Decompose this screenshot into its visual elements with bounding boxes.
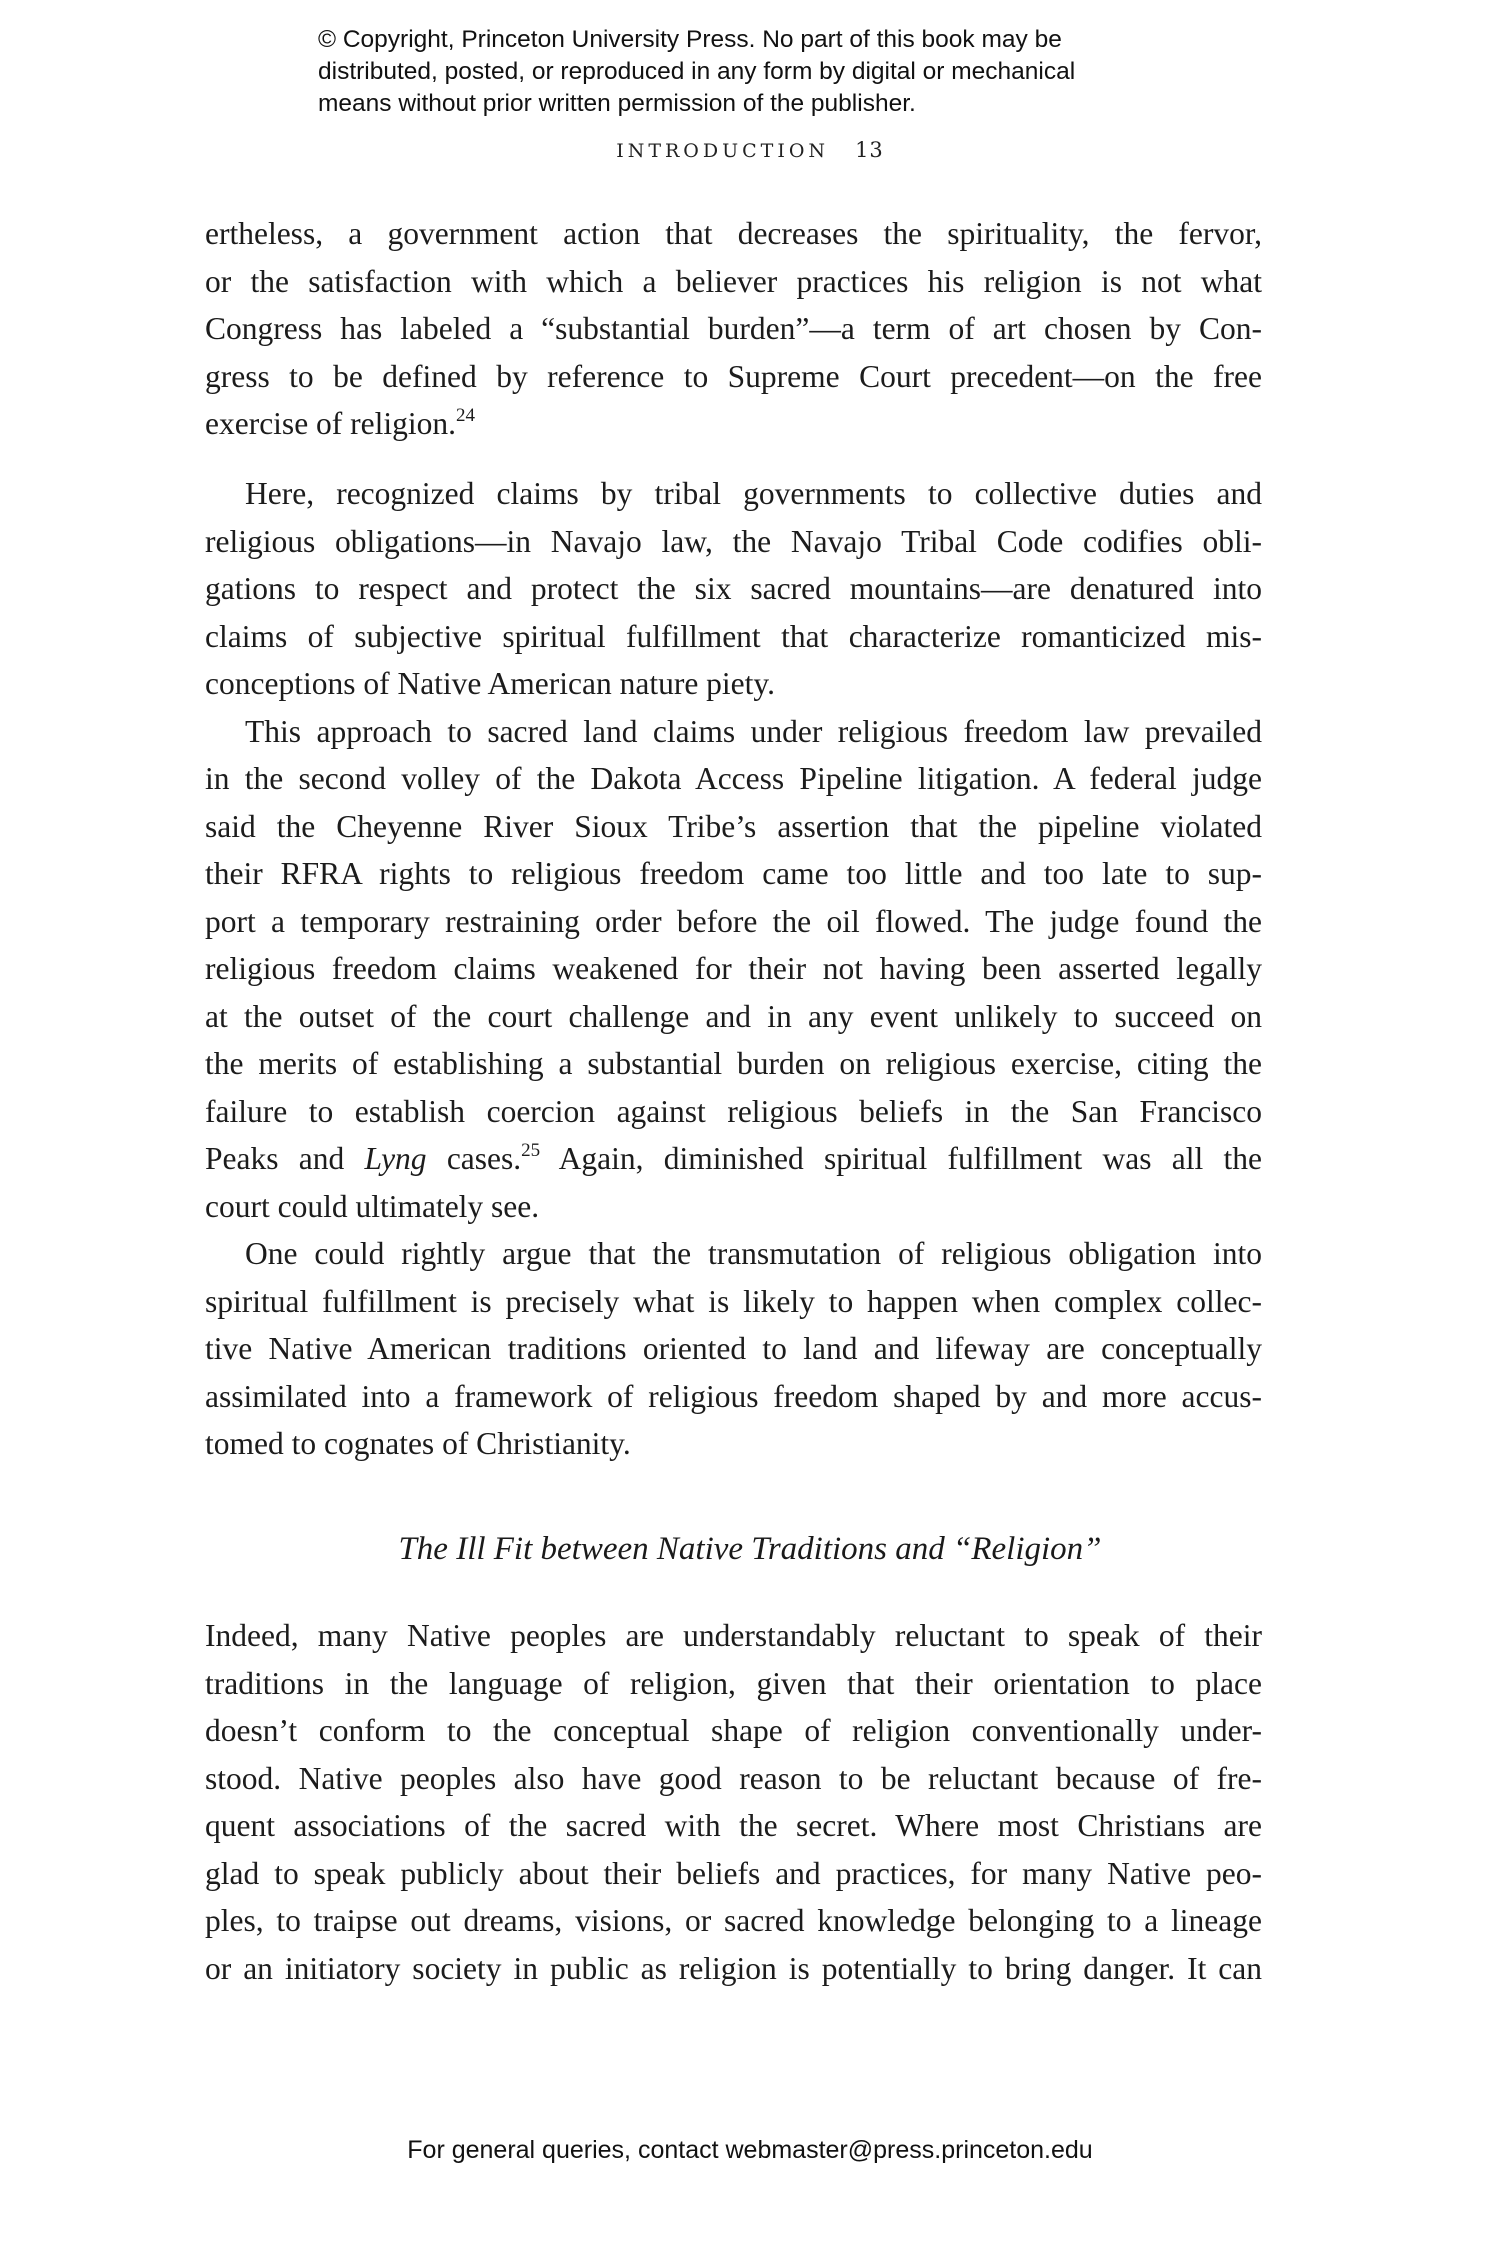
text-line: stood. Native peoples also have good reason to be reluctant because of fre- xyxy=(205,1760,1262,1796)
text-line: the merits of establishing a substantial burden on religious exercise, citing the xyxy=(205,1046,1262,1081)
text-line: claims of subjective spiritual fulfillment that characterize romanticized mis- xyxy=(205,618,1262,654)
text-span: exercise of religion. xyxy=(205,406,457,441)
case-name-lyng: Lyng xyxy=(364,1141,427,1176)
section-heading: The Ill Fit between Native Traditions and “Religion” xyxy=(398,1531,1102,1567)
copyright-line: means without prior written permission of the publisher. xyxy=(318,90,916,117)
text-line xyxy=(205,400,1262,448)
text-line: conceptions of Native American nature piety. xyxy=(205,666,775,701)
copyright-line: distributed, posted, or reproduced in any form by digital or mechanical xyxy=(318,58,1076,85)
page-number: 13 xyxy=(855,138,884,162)
text-line xyxy=(205,1135,1262,1183)
copyright-notice xyxy=(318,24,1218,120)
text-line: at the outset of the court challenge and in any event unlikely to succeed on xyxy=(205,998,1262,1034)
text-line: Indeed, many Native peoples are understandably reluctant to speak of their xyxy=(205,1618,1262,1653)
text-line: port a temporary restraining order before the oil flowed. The judge found the xyxy=(205,903,1262,939)
text-line: religious obligations—in Navajo law, the Navajo Tribal Code codifies obli- xyxy=(205,523,1262,559)
text-line: glad to speak publicly about their beliefs and practices, for many Native peo- xyxy=(205,1855,1262,1891)
text-span: Peaks and xyxy=(205,1141,365,1176)
text-line: spiritual fulfillment is precisely what is likely to happen when complex collec- xyxy=(205,1283,1262,1319)
text-line: doesn’t conform to the conceptual shape of religion conventionally under- xyxy=(205,1713,1262,1748)
text-line: tive Native American traditions oriented to land and lifeway are conceptually xyxy=(205,1331,1262,1366)
text-line: religious freedom claims weakened for their not having been asserted legally xyxy=(205,951,1262,986)
text-line: Congress has labeled a “substantial burden”—a term of art chosen by Con- xyxy=(205,311,1262,346)
text-line: ertheless, a government action that decreases the spirituality, the fervor, xyxy=(205,216,1262,251)
text-line: their RFRA rights to religious freedom came too little and too late to sup- xyxy=(205,856,1262,891)
text-line: court could ultimately see. xyxy=(205,1188,540,1224)
text-line: gations to respect and protect the six sacred mountains—are denatured into xyxy=(205,571,1262,606)
text-line: quent associations of the sacred with the secret. Where most Christians are xyxy=(205,1808,1262,1843)
text-line: or an initiatory society in public as religion is potentially to bring danger. It can xyxy=(205,1950,1262,1986)
text-span: cases. xyxy=(426,1141,522,1176)
text-line: tomed to cognates of Christianity. xyxy=(205,1426,631,1461)
text-line: One could rightly argue that the transmutation of religious obligation into xyxy=(245,1236,1262,1271)
text-line: failure to establish coercion against religious beliefs in the San Francisco xyxy=(205,1093,1262,1129)
text-line: or the satisfaction with which a believer practices his religion is not what xyxy=(205,263,1262,299)
footer-contact: For general queries, contact webmaster@press.princeton.edu xyxy=(407,2136,1093,2164)
running-head xyxy=(0,138,1500,162)
text-line: This approach to sacred land claims under religious freedom law prevailed xyxy=(245,713,1262,749)
copyright-line: © Copyright, Princeton University Press. No part of this book may be xyxy=(318,26,1062,53)
text-line: ples, to traipse out dreams, visions, or sacred knowledge belonging to a lineage xyxy=(205,1903,1262,1938)
running-head-title: INTRODUCTION xyxy=(616,140,830,162)
text-span: Again, diminished spiritual fulfillment was all the xyxy=(540,1141,1262,1176)
text-line: Here, recognized claims by tribal governments to collective duties and xyxy=(245,476,1262,511)
footnote-ref-24: 24 xyxy=(456,405,476,426)
paragraph-continuation xyxy=(205,210,1262,448)
text-line: gress to be defined by reference to Supreme Court precedent—on the free xyxy=(205,358,1262,394)
footnote-ref-25: 25 xyxy=(521,1140,541,1161)
text-line: in the second volley of the Dakota Access Pipeline litigation. A federal judge xyxy=(205,761,1262,796)
text-line: assimilated into a framework of religious freedom shaped by and more accus- xyxy=(205,1378,1262,1414)
text-line: said the Cheyenne River Sioux Tribe’s assertion that the pipeline violated xyxy=(205,808,1262,844)
paragraph-indeed xyxy=(205,1612,1262,1992)
paragraph-here xyxy=(205,470,1262,1468)
text-line: traditions in the language of religion, given that their orientation to place xyxy=(205,1665,1262,1701)
